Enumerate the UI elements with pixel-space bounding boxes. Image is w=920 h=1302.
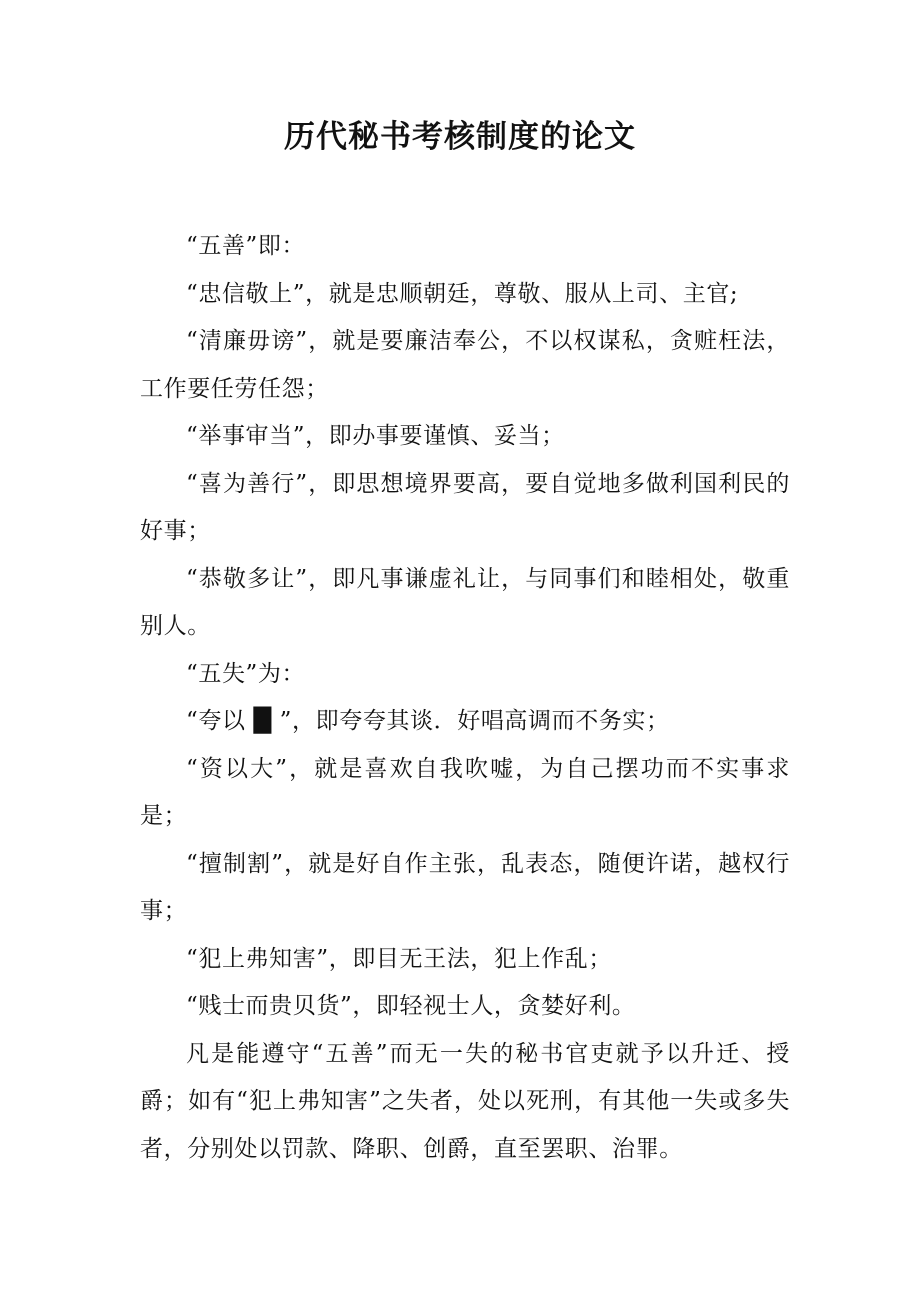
paragraph: 凡是能遵守“五善”而无一失的秘书官吏就予以升迁、授爵；如有“犯上弗知害”之失者，处以死刑，有其他一失或多失者，分别处以罚款、降职、创爵，直至罢职、治罪。 <box>140 1040 790 1162</box>
document-body <box>140 223 790 1173</box>
paragraph: “恭敬多让”，即凡事谦虚礼让，与同事们和睦相处，敬重别人。 <box>140 565 790 639</box>
paragraph: “贱士而贵贝货”，即轻视士人，贪婪好利。 <box>186 993 636 1019</box>
paragraph: “喜为善行”，即思想境界要高，要自觉地多做利国利民的好事； <box>140 470 790 544</box>
paragraph: “五失”为： <box>186 660 306 687</box>
paragraph: “五善”即： <box>186 233 306 259</box>
paragraph: “忠信敬上”，就是忠顺朝廷，尊敬、服从上司、主官; <box>186 280 739 307</box>
paragraph: “夸以 █ ”，即夸夸其谈．好唱高调而不务实； <box>186 708 670 734</box>
document-title: 历代秘书考核制度的论文 <box>284 119 636 155</box>
paragraph: “擅制割”，就是好自作主张，乱表态，随便许诺，越权行事； <box>140 850 790 924</box>
paragraph: “清廉毋谤”，就是要廉洁奉公，不以权谋私，贪赃枉法，工作要任劳任怨； <box>140 328 790 402</box>
paragraph: “举事审当”，即办事要谨慎、妥当； <box>186 423 565 449</box>
paragraph: “资以大”，就是喜欢自我吹嘘，为自己摆功而不实事求是； <box>140 755 790 829</box>
paragraph: “犯上弗知害”，即目无王法，犯上作乱； <box>186 945 612 972</box>
